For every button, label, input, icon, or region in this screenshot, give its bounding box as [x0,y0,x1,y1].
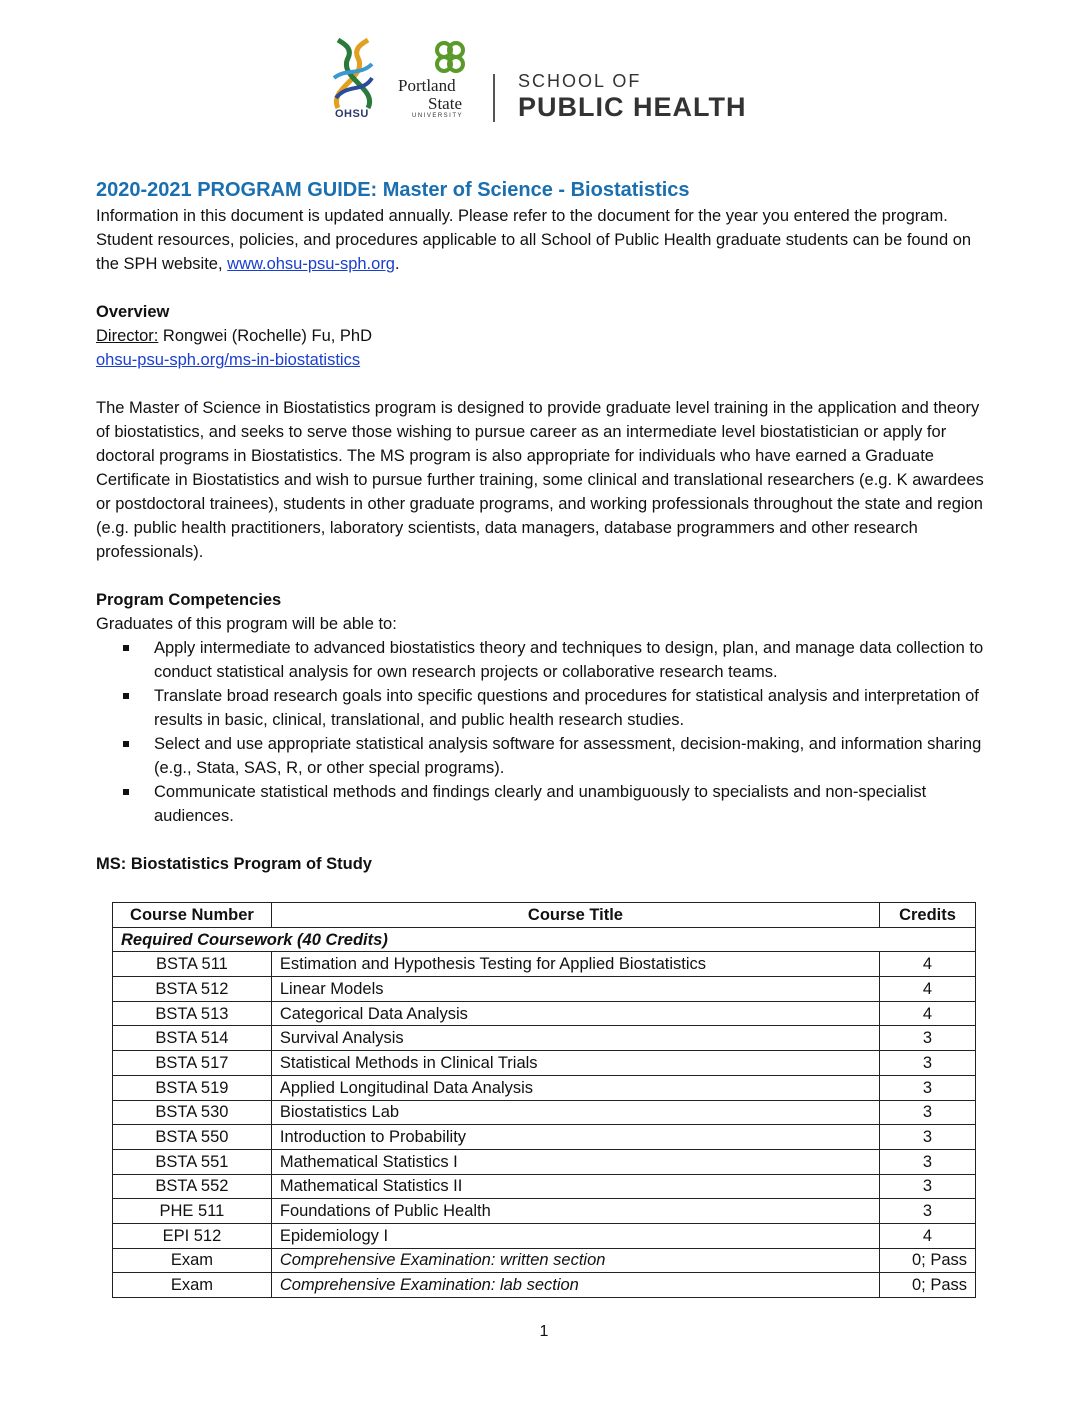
course-title-cell: Categorical Data Analysis [271,1001,879,1026]
ohsu-logo-icon [328,38,378,118]
competencies-intro: Graduates of this program will be able to: [96,615,397,633]
credits-cell: 3 [880,1174,976,1199]
header-logos [328,38,768,124]
course-number-cell: Exam [113,1273,272,1298]
column-header: Course Number [113,903,272,928]
intro-text: Information in this document is updated annually. Please refer to the document for the year you entered the program. Student resources, policies, and procedures applicable to all School of Public Health graduate students can be found on the SPH website, [96,207,972,273]
course-title-cell: Foundations of Public Health [271,1199,879,1224]
table-row [113,1149,976,1174]
intro-paragraph [96,204,996,276]
course-title-cell: Epidemiology I [271,1223,879,1248]
director-label: Director: [96,327,159,345]
course-title-cell: Mathematical Statistics II [271,1174,879,1199]
credits-cell: 3 [880,1125,976,1150]
credits-cell: 3 [880,1100,976,1125]
list-item: Select and use appropriate statistical analysis software for assessment, decision-making, and information sharing (e.g., Stata, SAS, R, or other special programs). [96,732,996,780]
table-row [113,1248,976,1273]
column-header: Course Title [271,903,879,928]
table-row [113,1273,976,1298]
table-row [113,1001,976,1026]
sph-wordmark-line1: SCHOOL OF [518,71,642,91]
course-number-cell: BSTA 514 [113,1026,272,1051]
list-item: Communicate statistical methods and findings clearly and unambiguously to specialists and non-specialist audiences. [96,780,996,828]
table-row [113,1026,976,1051]
course-number-cell: EPI 512 [113,1223,272,1248]
credits-cell: 4 [880,1001,976,1026]
column-header: Credits [880,903,976,928]
credits-cell: 3 [880,1026,976,1051]
bullet-icon [123,645,129,651]
course-title-cell: Introduction to Probability [271,1125,879,1150]
course-number-cell: BSTA 513 [113,1001,272,1026]
course-title-cell: Comprehensive Examination: lab section [271,1273,879,1298]
sph-wordmark-line2: PUBLIC HEALTH [518,92,747,122]
table-row [113,952,976,977]
credits-cell: 0; Pass [880,1273,976,1298]
course-number-cell: BSTA 519 [113,1075,272,1100]
course-title-cell: Statistical Methods in Clinical Trials [271,1051,879,1076]
logo-divider [493,74,495,122]
director-name: Rongwei (Rochelle) Fu, PhD [158,327,373,345]
document-body [96,176,996,876]
course-number-cell: BSTA 551 [113,1149,272,1174]
document-title: 2020-2021 PROGRAM GUIDE: Master of Science - Biostatistics [96,179,690,201]
program-link[interactable]: ohsu-psu-sph.org/ms-in-biostatistics [96,351,361,369]
director-line [96,324,996,348]
table-row [113,1125,976,1150]
table-header-row [113,903,976,928]
credits-cell: 4 [880,952,976,977]
course-title-cell: Estimation and Hypothesis Testing for Applied Biostatistics [271,952,879,977]
table-group-row [113,927,976,952]
table-row [113,1199,976,1224]
psu-wordmark-line1: Portland [398,76,456,95]
study-heading: MS: Biostatistics Program of Study [96,855,372,873]
credits-cell: 3 [880,1149,976,1174]
bullet-icon [123,741,129,747]
credits-cell: 4 [880,1223,976,1248]
overview-paragraph: The Master of Science in Biostatistics program is designed to provide graduate level training in the application and theory of biostatistics, and seeks to serve those wishing to pursue career as an intermediate level biostatistician or apply for doctoral programs in Biostatistics. The MS program is also appropriate for individuals who have earned a Graduate Certificate in Biostatistics and wish to pursue further training, some clinical and translational researchers (e.g. K awardees or postdoctoral trainees), students in other graduate programs, and working professionals throughout the state and region (e.g. public health practitioners, laboratory scientists, data managers, database programmers and other research professionals). [96,399,984,561]
group-label: Required Coursework (40 Credits) [113,927,976,952]
intro-end: . [394,255,400,273]
course-number-cell: BSTA 517 [113,1051,272,1076]
psu-logo-icon [430,38,470,76]
course-number-cell: PHE 511 [113,1199,272,1224]
psu-wordmark-line2: State [428,94,462,113]
course-number-cell: BSTA 530 [113,1100,272,1125]
competencies-heading: Program Competencies [96,591,282,609]
sph-website-link[interactable]: www.ohsu-psu-sph.org [227,255,395,273]
competencies-list [96,636,996,828]
list-item: Apply intermediate to advanced biostatistics theory and techniques to design, plan, and manage data collection to conduct statistical analysis for own research projects or collaborative research teams. [96,636,996,684]
course-number-cell: Exam [113,1248,272,1273]
course-number-cell: BSTA 512 [113,977,272,1002]
program-of-study-table [112,902,976,1298]
credits-cell: 3 [880,1199,976,1224]
table-row [113,1051,976,1076]
bullet-icon [123,693,129,699]
course-number-cell: BSTA 550 [113,1125,272,1150]
credits-cell: 4 [880,977,976,1002]
credits-cell: 3 [880,1051,976,1076]
course-title-cell: Applied Longitudinal Data Analysis [271,1075,879,1100]
course-title-cell: Mathematical Statistics I [271,1149,879,1174]
page-number: 1 [539,1323,549,1340]
ohsu-wordmark: OHSU [335,108,369,120]
overview-heading: Overview [96,303,170,321]
credits-cell: 0; Pass [880,1248,976,1273]
course-title-cell: Linear Models [271,977,879,1002]
table-row [113,1223,976,1248]
course-title-cell: Survival Analysis [271,1026,879,1051]
table-row [113,977,976,1002]
table-row [113,1100,976,1125]
course-number-cell: BSTA 511 [113,952,272,977]
bullet-icon [123,789,129,795]
credits-cell: 3 [880,1075,976,1100]
course-title-cell: Comprehensive Examination: written section [271,1248,879,1273]
course-title-cell: Biostatistics Lab [271,1100,879,1125]
table-row [113,1075,976,1100]
psu-wordmark-line3: UNIVERSITY [412,113,464,119]
list-item: Translate broad research goals into specific questions and procedures for statistical analysis and interpretation of results in basic, clinical, translational, and public health research studies. [96,684,996,732]
course-number-cell: BSTA 552 [113,1174,272,1199]
table-row [113,1174,976,1199]
